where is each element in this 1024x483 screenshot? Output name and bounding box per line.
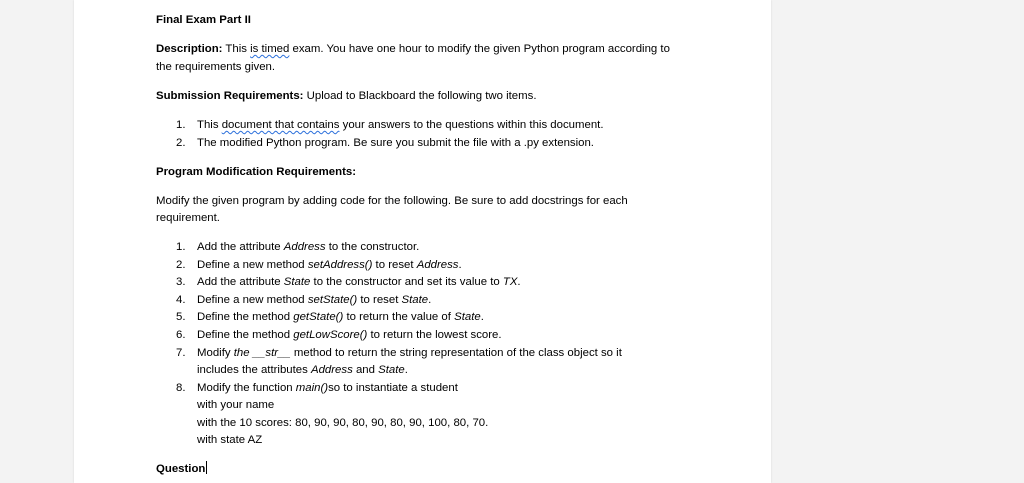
list-number: 4. [176,294,186,306]
list-text: to the constructor and set its value to [310,276,503,288]
list-text: . [404,364,408,376]
list-text: Modify [197,347,234,359]
requirement-sub-line: with your name [197,399,275,411]
doc-title: Final Exam Part II [156,14,251,26]
list-number: 6. [176,329,186,341]
list-number: 2. [176,259,186,271]
requirement-item [176,257,462,275]
requirement-sub-line: with the 10 scores: 80, 90, 90, 80, 90, 80, 90, 100, 80, 70. [197,417,489,429]
modify-line-1: Modify the given program by adding code for the following. Be sure to add docstrings for each [156,195,628,207]
list-text: . [480,311,484,323]
list-number: 5. [176,311,186,323]
list-item [176,117,604,135]
description-line-2: the requirements given. [156,61,276,73]
list-text: State [454,311,481,323]
modify-line-2: requirement. [156,212,220,224]
spelling-error-mark: document that contains [221,119,340,131]
list-text: Define the method [197,329,294,341]
list-text: to the constructor. [325,241,420,253]
list-text: The modified Python program. Be sure you submit the file with a .py extension. [197,137,594,149]
list-text: . [428,294,432,306]
list-text: State [401,294,429,306]
question-label: Question [156,463,206,475]
program-heading: Program Modification Requirements: [156,166,356,178]
list-number: 1. [176,241,186,253]
list-text: getLowScore() [293,329,368,341]
list-text: getState() [293,311,344,323]
list-number: 7. [176,347,186,359]
requirement-item [176,380,458,398]
submission-requirements [156,88,536,106]
list-text: includes the attributes [197,364,311,376]
list-text: Define a new method [197,259,308,271]
list-text: your answers to the questions within this document. [339,119,604,131]
list-text: State [378,364,405,376]
list-text: State [283,276,311,288]
requirement-item [176,292,431,310]
list-text: Modify the function [197,382,296,394]
list-number: 2. [176,137,186,149]
submission-label: Submission Requirements: [156,90,304,102]
list-text: main() [295,382,329,394]
list-number: 8. [176,382,186,394]
document-page[interactable] [74,0,771,483]
description-text: This [222,43,251,55]
list-text: setState() [307,294,358,306]
list-text: setAddress() [307,259,373,271]
list-text: so to instantiate a student [328,382,458,394]
requirement-sub-line: with state AZ [197,434,263,446]
list-text: method to return the string representation of the class object so it [290,347,622,359]
requirement-item [176,239,419,257]
list-text: This [197,119,222,131]
list-text: Address [416,259,459,271]
list-text: . [517,276,521,288]
spelling-error-mark: is timed [250,43,290,55]
list-text: to reset [372,259,417,271]
list-number: 1. [176,119,186,131]
list-text: Add the attribute [197,276,284,288]
list-text: Define the method [197,311,294,323]
list-text: . [458,259,462,271]
list-text: TX [502,276,518,288]
requirement-item [176,274,521,292]
list-text: Address [310,364,353,376]
description-line-1 [156,41,670,59]
requirement-continuation [197,362,408,380]
description-label: Description: [156,43,223,55]
question-heading[interactable] [156,461,207,479]
list-number: 3. [176,276,186,288]
requirement-item [176,345,622,363]
list-text: Add the attribute [197,241,284,253]
list-item [176,135,594,153]
submission-text: Upload to Blackboard the following two items. [303,90,537,102]
requirement-item [176,327,502,345]
text-cursor [206,461,207,474]
list-text: to reset [357,294,402,306]
list-text: Address [283,241,326,253]
list-text: to return the value of [343,311,455,323]
list-text: to return the lowest score. [367,329,502,341]
list-text: and [352,364,379,376]
requirement-item [176,309,484,327]
description-text: exam. You have one hour to modify the given Python program according to [289,43,670,55]
list-text: the __str__ [233,347,291,359]
list-text: Define a new method [197,294,308,306]
